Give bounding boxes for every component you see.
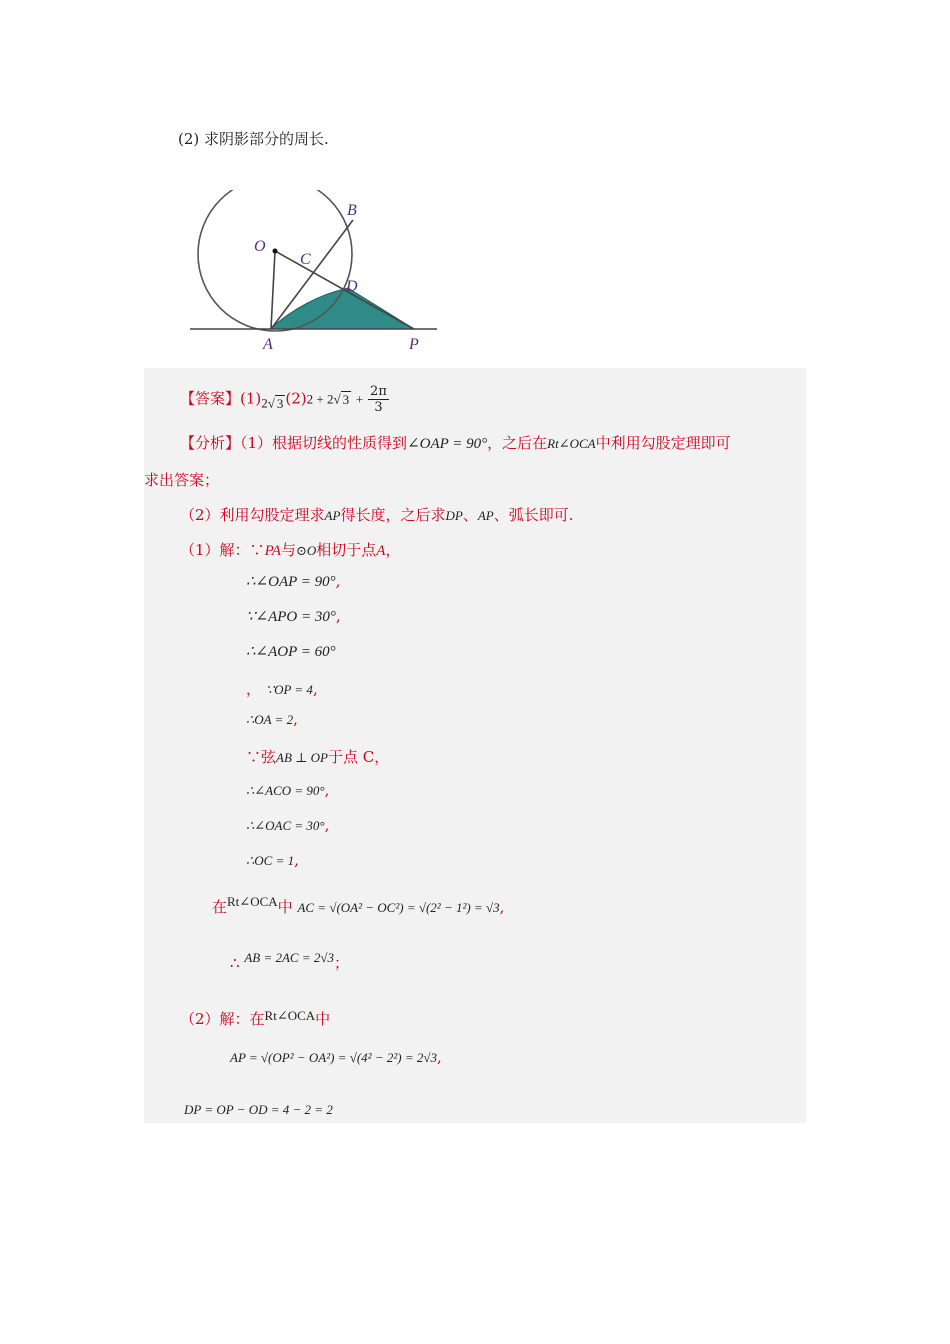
label-c: C [300,251,311,268]
analysis-line-1: 【分析】（1）根据切线的性质得到∠OAP = 90°，之后在Rt∠OCA中利用勾股定理即可 [180,434,731,452]
label-d: D [346,278,358,295]
step-5: ∴OA = 2, [246,710,298,728]
label-b: B [347,202,357,219]
solution2-head: （2）解：在Rt∠OCA中 [180,1008,331,1028]
segment-oa [271,251,275,329]
step-7: ∴∠ACO = 90°, [246,781,330,799]
solution-panel [144,368,806,1123]
analysis-line-2: 求出答案； [144,471,220,489]
answer-line: 【答案】(1)2√ 3 (2)2 + 2√ 3 + $\frac{2\pi}{3}$ [180,384,387,415]
shaded-region [270,288,414,329]
center-point [273,249,278,254]
step-8: ∴∠OAC = 30°, [246,816,330,834]
analysis-line-3: （2）利用勾股定理求AP得长度，之后求DP、AP、弧长即可. [180,506,574,524]
step-10: 在Rt∠OCA中 AC = √(OA² − OC²) = √(2² − 1²) = √3, [212,894,505,916]
label-o: O [254,238,266,255]
solution2-dp: DP = OP − OD = 4 − 2 = 2 [184,1102,333,1117]
label-p: P [409,336,419,353]
step-4: ， ∵OP = 4, [246,680,318,698]
label-a: A [263,336,273,353]
step-6: ∵弦AB ⊥ OP于点 C， [246,748,390,766]
question-text: (2) 求阴影部分的周长. [178,130,329,148]
geometry-figure [185,190,445,360]
step-2: ∵∠APO = 30°, [246,607,341,625]
solution1-head: （1）解：∵PA与⊙O相切于点A， [180,541,401,559]
solution2-ap: AP = √(OP² − OA²) = √(4² − 2²) = 2√3, [230,1048,442,1066]
step-3: ∴∠AOP = 60° [246,644,336,660]
step-1: ∴∠OAP = 90°, [246,572,341,590]
step-11: ∴ AB = 2AC = 2√3； [230,950,350,972]
step-9: ∴OC = 1, [246,851,299,869]
